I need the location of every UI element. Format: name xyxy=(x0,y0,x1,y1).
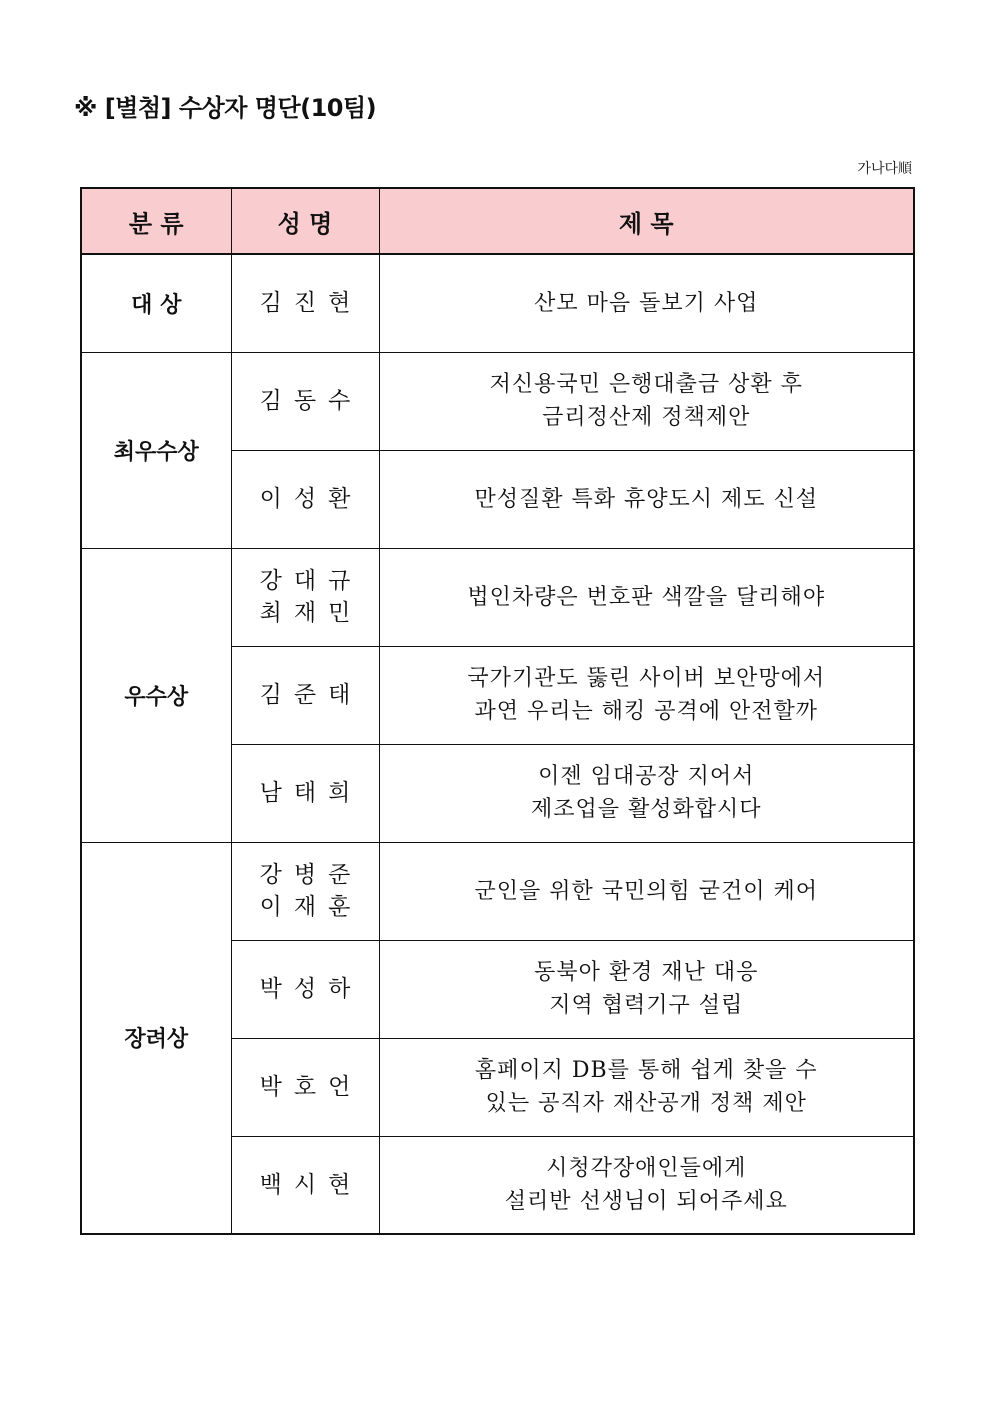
award-winners-table xyxy=(80,187,915,1235)
title-line: 과연 우리는 해킹 공격에 안전할까 xyxy=(474,699,818,724)
winner-names xyxy=(231,450,379,548)
category-encouragement-prize: 장려상 xyxy=(81,842,231,1234)
header-name: 성 명 xyxy=(231,188,379,254)
title-line: 홈페이지 DB를 통해 쉽게 찾을 수 xyxy=(474,1058,818,1083)
proposal-title xyxy=(379,450,914,548)
winner-names xyxy=(231,842,379,940)
table-row xyxy=(81,842,914,940)
header-category: 분 류 xyxy=(81,188,231,254)
title-line: 이젠 임대공장 지어서 xyxy=(538,764,755,789)
title-line: 지역 협력기구 설립 xyxy=(549,993,744,1018)
table-header-row xyxy=(81,188,914,254)
sort-order-note: 가나다順 xyxy=(857,161,912,177)
proposal-title xyxy=(379,744,914,842)
winner-name: 이재훈 xyxy=(259,894,363,920)
proposal-title xyxy=(379,1136,914,1234)
title-line: 만성질환 특화 휴양도시 제도 신설 xyxy=(474,486,818,512)
category-excellence-prize: 최우수상 xyxy=(81,352,231,548)
category-grand-prize: 대 상 xyxy=(81,254,231,352)
proposal-title xyxy=(379,1038,914,1136)
winner-names xyxy=(231,1136,379,1234)
winner-name: 백시현 xyxy=(259,1171,363,1198)
title-line: 군인을 위한 국민의힘 굳건이 케어 xyxy=(474,878,818,904)
title-line: 저신용국민 은행대출금 상환 후 xyxy=(489,372,803,397)
title-line: 시청각장애인들에게 xyxy=(546,1155,747,1181)
winner-name: 김동수 xyxy=(259,388,363,414)
title-line: 산모 마음 돌보기 사업 xyxy=(534,290,759,316)
winner-name: 강대규 xyxy=(259,568,363,594)
winner-names xyxy=(231,548,379,646)
title-line: 금리정산제 정책제안 xyxy=(542,405,751,430)
winner-name: 김준태 xyxy=(259,682,363,708)
winner-name: 최재민 xyxy=(259,600,363,626)
winner-names xyxy=(231,744,379,842)
proposal-title xyxy=(379,352,914,450)
winner-names xyxy=(231,940,379,1038)
proposal-title xyxy=(379,842,914,940)
proposal-title xyxy=(379,548,914,646)
title-line: 제조업을 활성화합시다 xyxy=(530,797,762,822)
winner-names xyxy=(231,352,379,450)
winner-name: 강병준 xyxy=(259,862,363,888)
winner-names xyxy=(231,646,379,744)
winner-name: 박호언 xyxy=(259,1074,363,1100)
table-row xyxy=(81,352,914,450)
title-line: 있는 공직자 재산공개 정책 제안 xyxy=(485,1091,807,1116)
title-line: 동북아 환경 재난 대응 xyxy=(534,960,759,985)
winner-name: 김진현 xyxy=(259,290,363,317)
proposal-title xyxy=(379,254,914,352)
winner-names xyxy=(231,254,379,352)
title-line: 설리반 선생님이 되어주세요 xyxy=(504,1188,788,1214)
document-title: ※ [별첨] 수상자 명단(10팀) xyxy=(74,94,377,122)
proposal-title xyxy=(379,940,914,1038)
header-title: 제 목 xyxy=(379,188,914,254)
category-merit-prize: 우수상 xyxy=(81,548,231,842)
winner-name: 박성하 xyxy=(259,976,363,1002)
title-line: 법인차량은 번호판 색깔을 달리해야 xyxy=(467,584,826,610)
proposal-title xyxy=(379,646,914,744)
winner-name: 남태희 xyxy=(259,780,363,806)
table-row xyxy=(81,548,914,646)
winner-names xyxy=(231,1038,379,1136)
winner-name: 이성환 xyxy=(259,486,363,512)
table-row xyxy=(81,254,914,352)
title-line: 국가기관도 뚫린 사이버 보안망에서 xyxy=(467,666,826,691)
